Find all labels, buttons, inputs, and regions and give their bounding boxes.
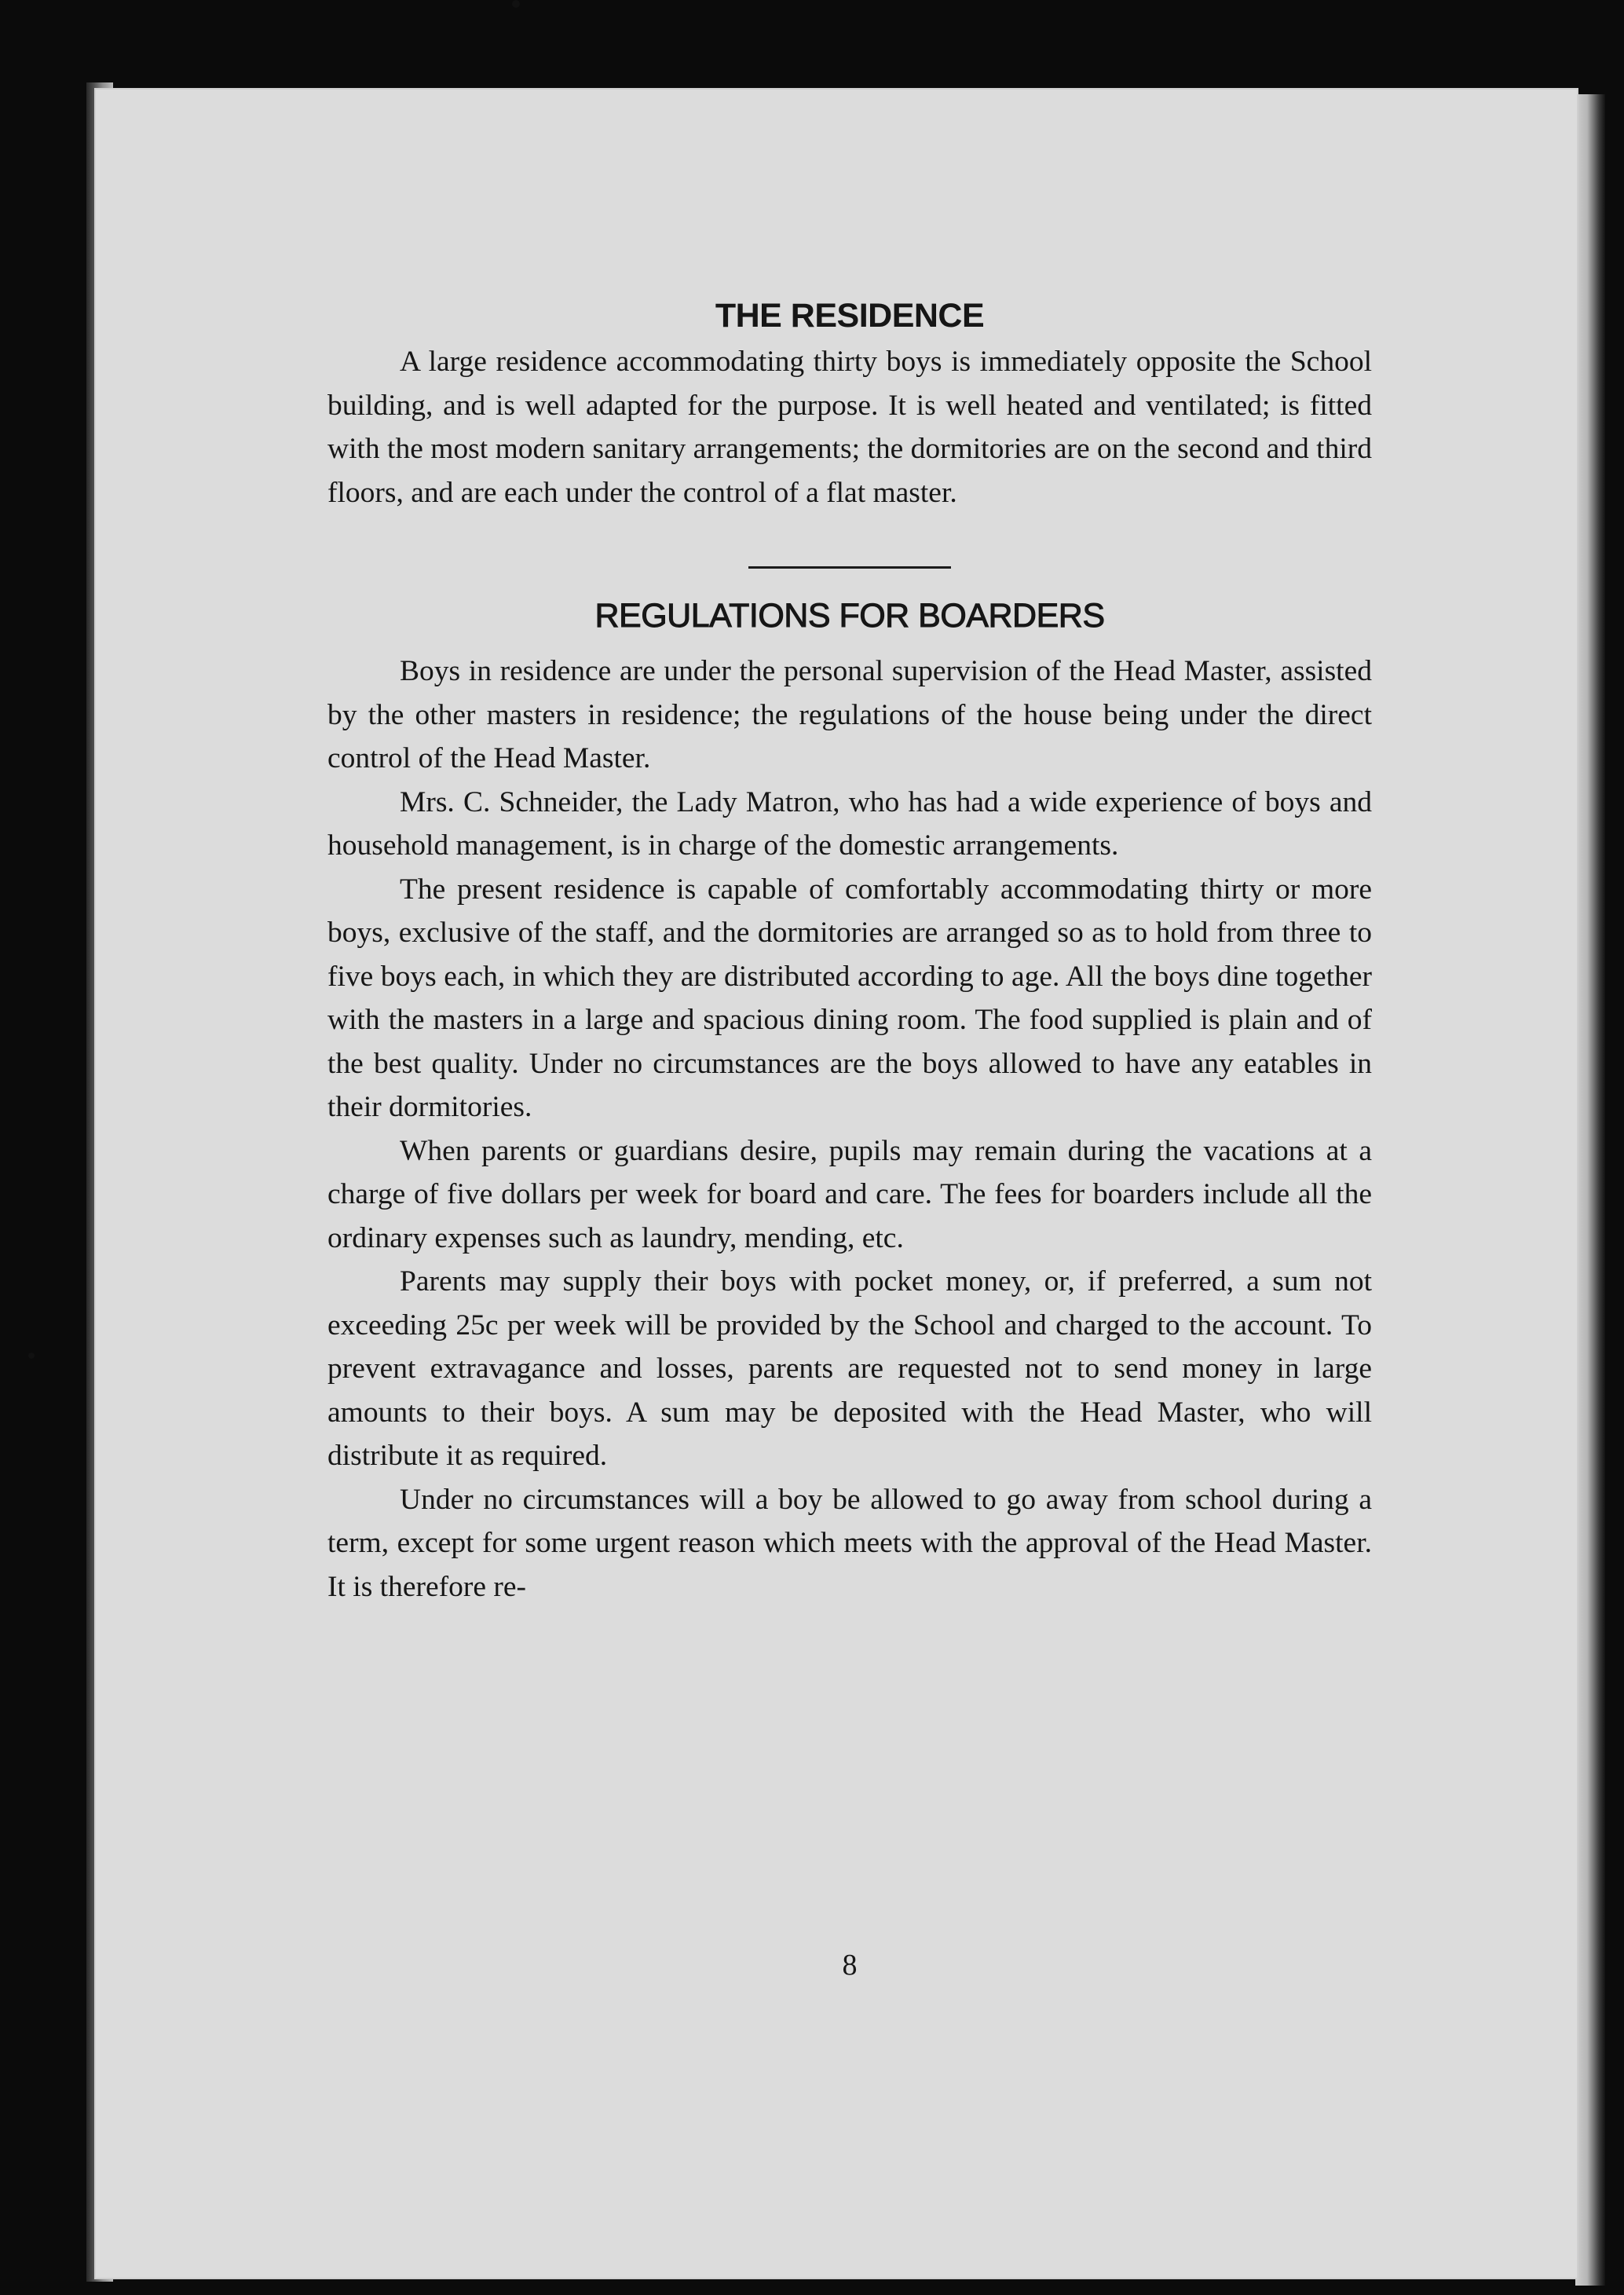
regulations-paragraph-5: Parents may supply their boys with pocket money, or, if preferred, a sum not exceeding 25c per week will be provided by the School and charged to the account. To prevent extravagance and losses, parents are requested not to send money in large amounts to their boys. A sum may be deposited with the Head Master, who will distribute it as required.	[327, 1265, 1372, 1472]
regulations-paragraph-6: Under no circumstances will a boy be allowed to go away from school during a term, except for some urgent reason which meets with the approval of the Head Master. It is therefore re-	[327, 1483, 1372, 1603]
section-heading-residence: THE RESIDENCE	[715, 297, 985, 335]
regulations-paragraph-4: When parents or guardians desire, pupils may remain during the vacations at a charge of five dollars per week for board and care. The fees for boarders include all the ordinary expenses such as laundry, mending, etc.	[327, 1134, 1372, 1254]
regulations-paragraph-2: Mrs. C. Schneider, the Lady Matron, who has had a wide experience of boys and household management, is in charge of the domestic arrangements.	[327, 785, 1372, 862]
page-right-edge	[1575, 94, 1605, 2286]
section-divider	[748, 566, 951, 569]
section-heading-regulations: REGULATIONS FOR BOARDERS	[594, 597, 1105, 635]
scan-speck	[512, 0, 520, 8]
page-content	[327, 283, 1372, 1982]
regulations-paragraph-3: The present residence is capable of comfortably accommodating thirty or more boys, exclusive of the staff, and the dormitories are arranged so as to hold from three to five boys each, in which they are distributed according to age. All the boys dine together with the masters in a large and spacious dining room. The food supplied is plain and of the best quality. Under no circumstances are the boys allowed to have any eatables in their dormitories.	[327, 873, 1372, 1123]
residence-paragraph: A large residence accommodating thirty boys is immediately opposite the School building, and is well adapted for the purpose. It is well heated and ventilated; is fitted with the most modern sanitary arrangements; the dormitories are on the second and third floors, and are each under the control of a flat master.	[327, 346, 1372, 509]
regulations-paragraph-1: Boys in residence are under the personal supervision of the Head Master, assisted by the other masters in residence; the regulations of the house being under the direct control of the Head Master.	[327, 655, 1372, 774]
page-number: 8	[842, 1949, 858, 1982]
scan-speck	[28, 1352, 35, 1359]
scanned-page	[94, 88, 1578, 2279]
